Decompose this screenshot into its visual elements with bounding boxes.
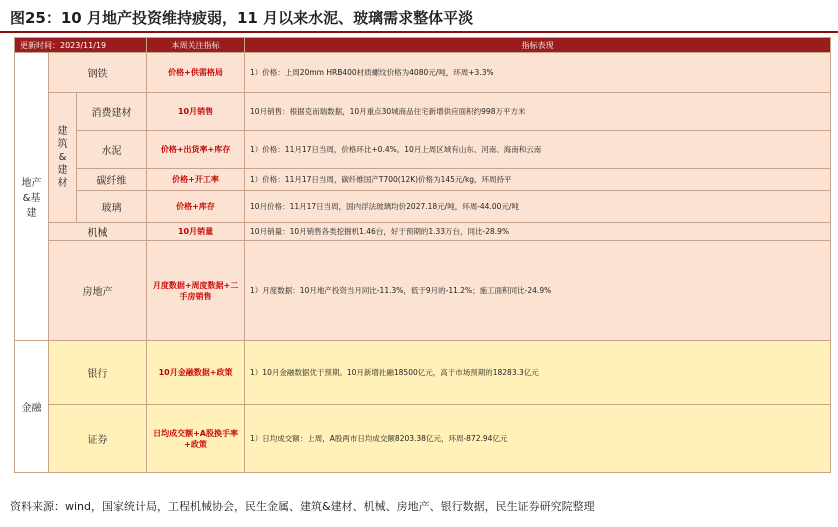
indicator-text xyxy=(245,191,831,223)
focus-indicator: 价格+开工率 xyxy=(147,169,245,191)
table-row xyxy=(15,93,831,131)
indicator-text xyxy=(245,341,831,405)
focus-indicator: 10月金融数据+政策 xyxy=(147,341,245,405)
indicator-text-content: 10月销售：根据克而瑞数据，10月重点30城商品住宅新增供应面积约998万平方米 xyxy=(250,107,526,116)
indicator-text xyxy=(245,93,831,131)
focus-indicator: 10月销量 xyxy=(147,223,245,241)
table-row xyxy=(15,341,831,405)
section-label-building-materials: 建筑&建材 xyxy=(49,93,77,223)
indicator-table xyxy=(14,37,831,473)
industry-label: 消费建材 xyxy=(77,93,147,131)
indicator-text xyxy=(245,53,831,93)
indicator-text xyxy=(245,223,831,241)
indicator-text-content: 10月价格：11月17日当周，国内浮法玻璃均价2027.18元/吨，环周-44.00元/吨 xyxy=(250,202,519,211)
section-label-finance: 金融 xyxy=(15,341,49,473)
title-divider xyxy=(0,31,838,33)
indicator-text xyxy=(245,405,831,473)
industry-label: 水泥 xyxy=(77,131,147,169)
table-row xyxy=(15,131,831,169)
focus-indicator: 价格+供需格局 xyxy=(147,53,245,93)
indicator-text-content: 1）月度数据：10月地产投资当月同比-11.3%，低于9月的-11.2%；施工面积同比-24.9% xyxy=(250,286,552,295)
indicator-text-content: 1）价格：11月17日当周，价格环比+0.4%。10月上周区域有山东、河南、海南和云南 xyxy=(250,145,542,154)
indicator-text-content: 10月销量：10月销售各类挖掘机1.46台，好于预期的1.33万台，同比-28.9% xyxy=(250,227,510,236)
update-date-header: 更新时间：2023/11/19 xyxy=(15,38,147,53)
indicator-text-content: 1）价格：11月17日当周，碳纤维国产T700(12K)价格为145元/kg，环周持平 xyxy=(250,175,512,184)
table-row xyxy=(15,223,831,241)
table-row xyxy=(15,241,831,341)
focus-indicator: 日均成交额+A股换手率+政策 xyxy=(147,405,245,473)
industry-label: 机械 xyxy=(49,223,147,241)
table-header-row xyxy=(15,38,831,53)
focus-indicator: 价格+出货率+库存 xyxy=(147,131,245,169)
indicator-text xyxy=(245,169,831,191)
focus-indicator: 月度数据+周度数据+二手房销售 xyxy=(147,241,245,341)
section-label-property-infra: 地产&基建 xyxy=(15,53,49,341)
industry-label: 房地产 xyxy=(49,241,147,341)
indicator-text-content: 1）10月金融数据优于预期。10月新增社融18500亿元，高于市场预期的18283.3亿元 xyxy=(250,368,539,377)
indicator-text-content: 1）价格：上周20mm HRB400材质螺纹价格为4080元/吨，环周+3.3% xyxy=(250,68,494,77)
indicator-text xyxy=(245,131,831,169)
focus-indicator: 价格+库存 xyxy=(147,191,245,223)
indicator-text-content: 1）日均成交额：上周，A股两市日均成交额8203.38亿元，环周-872.94亿元 xyxy=(250,434,508,443)
industry-label: 银行 xyxy=(49,341,147,405)
industry-label: 钢铁 xyxy=(49,53,147,93)
table-row xyxy=(15,53,831,93)
focus-column-header: 本周关注指标 xyxy=(147,38,245,53)
focus-indicator: 10月销售 xyxy=(147,93,245,131)
industry-label: 证券 xyxy=(49,405,147,473)
figure-title: 图25：10 月地产投资维持疲弱，11 月以来水泥、玻璃需求整体平淡 xyxy=(10,9,474,27)
table-row xyxy=(15,169,831,191)
performance-column-header: 指标表现 xyxy=(245,38,831,53)
table-row xyxy=(15,405,831,473)
industry-label: 玻璃 xyxy=(77,191,147,223)
indicator-text xyxy=(245,241,831,341)
source-note: 资料来源：wind，国家统计局，工程机械协会，民生金属、建筑&建材、机械、房地产、银行数据，民生证券研究院整理 xyxy=(10,500,595,513)
industry-label: 碳纤维 xyxy=(77,169,147,191)
table-row xyxy=(15,191,831,223)
